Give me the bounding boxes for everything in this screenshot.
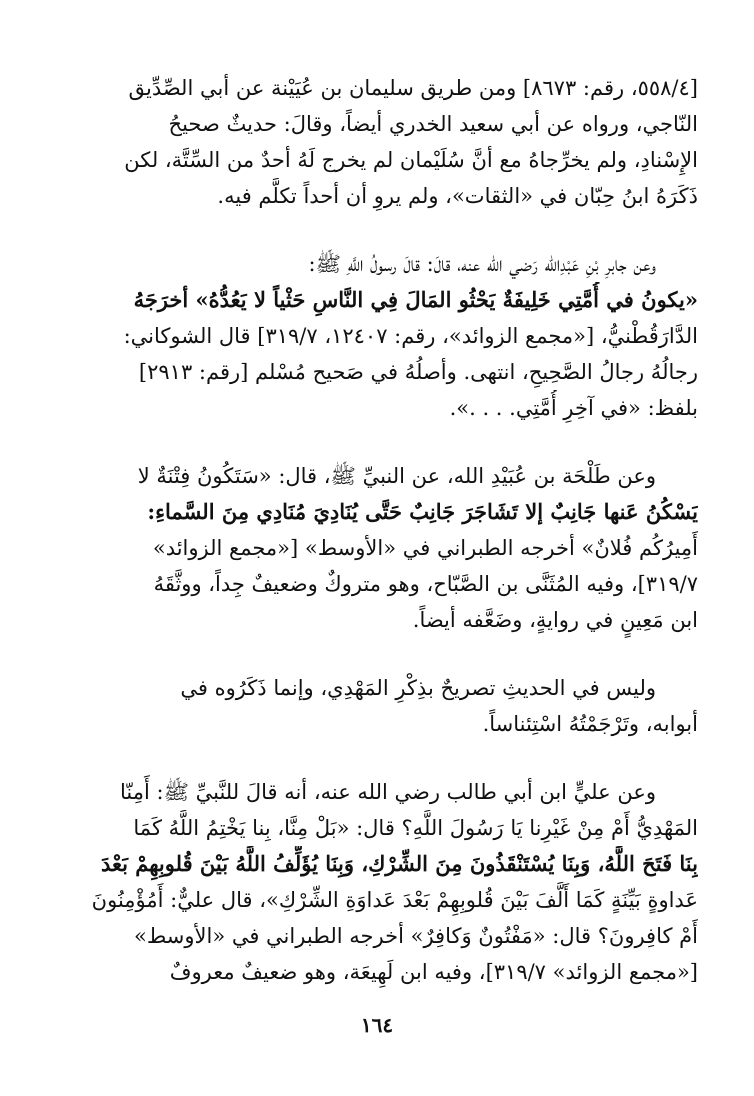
text-line: عَداوةٍ بَيِّنَةٍ كَمَا أَلَّفَ بَيْنَ قُلوبِهِمْ بَعْدَ عَداوَةِ الشِّرْكِ»، قال عليٌّ: أَمُؤْمِنُونَ [91,888,698,912]
text-line: أَمْ كافِرونَ؟ قال: «مَفْتُونٌ وَكافِرٌ» أخرجه الطبراني في «الأوسط» [133,924,698,948]
text-line: وليس في الحديثِ تصريحٌ بذِكْرِ المَهْدِي، وإنما ذَكَرُوه في [180,676,656,700]
text-line: بِنَا فَتَحَ اللَّهُ، وَبِنَا يُسْتَنْقَذُونَ مِنَ الشِّرْكِ، وَبِنَا يُؤَلِّفُ اللَّهُ بَيْنَ قُلوبِهِمْ بَعْدَ [100,851,698,876]
text-line: رجالُهُ رجالُ الصَّحِيحِ، انتهى. وأصلُهُ في صَحيح مُسْلم [رقم: ٢٩١٣] [138,360,698,384]
text-line: وعن عليٍّ ابن أبي طالب رضي الله عنه، أنه قالَ للنَّبيِّ ﷺ: أَمِنّا [120,780,656,804]
text-line: «يكونُ في أُمَّتِي خَلِيفَةٌ يَحْثُو المَالَ فِي النَّاسِ حَثْياً لا يَعُدُّهُ» أخرَجَهُ [133,287,698,312]
text-line: ذَكَرَهُ ابنُ حِبّان في «الثقات»، ولم يروِ أن أحداً تكلَّم فيه. [217,184,698,208]
text-line: بلفظ: «في آخِرِ أُمَّتِي. . . .». [449,396,698,420]
text-line: ٣١٩/٧]، وفيه المُثَنَّى بن الصَّبّاح، وهو متروكٌ وضعيفٌ جِداً، ووثَّقَهُ [153,572,698,596]
text-line: وعن طَلْحَة بن عُبَيْدِ الله، عن النبيِّ ﷺ، قال: «سَتَكُونُ فِتْنَةٌ لا [137,464,656,488]
paragraph-4 [58,670,698,742]
paragraph-2 [58,246,698,426]
text-line: النّاجي، ورواه عن أبي سعيد الخدري أيضاً، وقالَ: حديثٌ صحيحُ [168,112,698,136]
text-line: يَسْكُنُ عَنها جَانِبٌ إلا تَشَاجَرَ جَانِبٌ حَتَّى يُنَادِيَ مُنَادِي مِنَ السَّماءِ: [147,499,698,524]
text-line: الإِسْنادِ، ولم يخرِّجاهُ مع أنَّ سُلَيْمان لم يخرج لَهُ أحدٌ من السِّتَّة، لكن [124,148,698,172]
text-line: أبوابه، وتَرْجَمْتُهُ اسْتِئناساً. [482,712,698,736]
page-body [58,70,698,1022]
text-line: [٥٥٨/٤، رقم: ٨٦٧٣] ومن طريق سليمان بن عُيَيْنة عن أبي الصِّدِّيق [128,76,698,100]
paragraph-3 [58,458,698,638]
page-number: ١٦٤ [360,1013,394,1037]
text-line: ابن مَعِينٍ في روايةٍ، وضَعَّفه أيضاً. [412,608,698,632]
paragraph-5 [58,774,698,990]
paragraph-1 [58,70,698,214]
text-line: وعن جابرِ بْنِ عَبْدِالله رَضي الله عنه، قالَ: قالَ رسولُ اللَّهِ ﷺ: [308,252,656,276]
text-line: أَمِيرُكُم فُلانٌ» أخرجه الطبراني في «الأوسط» [«مجمع الزوائد» [152,536,698,560]
text-line: المَهْدِيُّ أَمْ مِنْ غَيْرِنا يَا رَسُولَ اللَّهِ؟ قال: «بَلْ مِنَّا، بِنا يَخْتِمُ اللَّهُ كَمَا [133,816,698,840]
text-line: [«مجمع الزوائد» ٣١٩/٧]، وفيه ابن لَهِيعَة، وهو ضعيفٌ معروفٌ [169,960,698,984]
text-line: الدَّارَقُطْنيُّ، [«مجمع الزوائد»، رقم: ١٢٤٠٧، ٣١٩/٧] قال الشوكاني: [123,324,698,348]
